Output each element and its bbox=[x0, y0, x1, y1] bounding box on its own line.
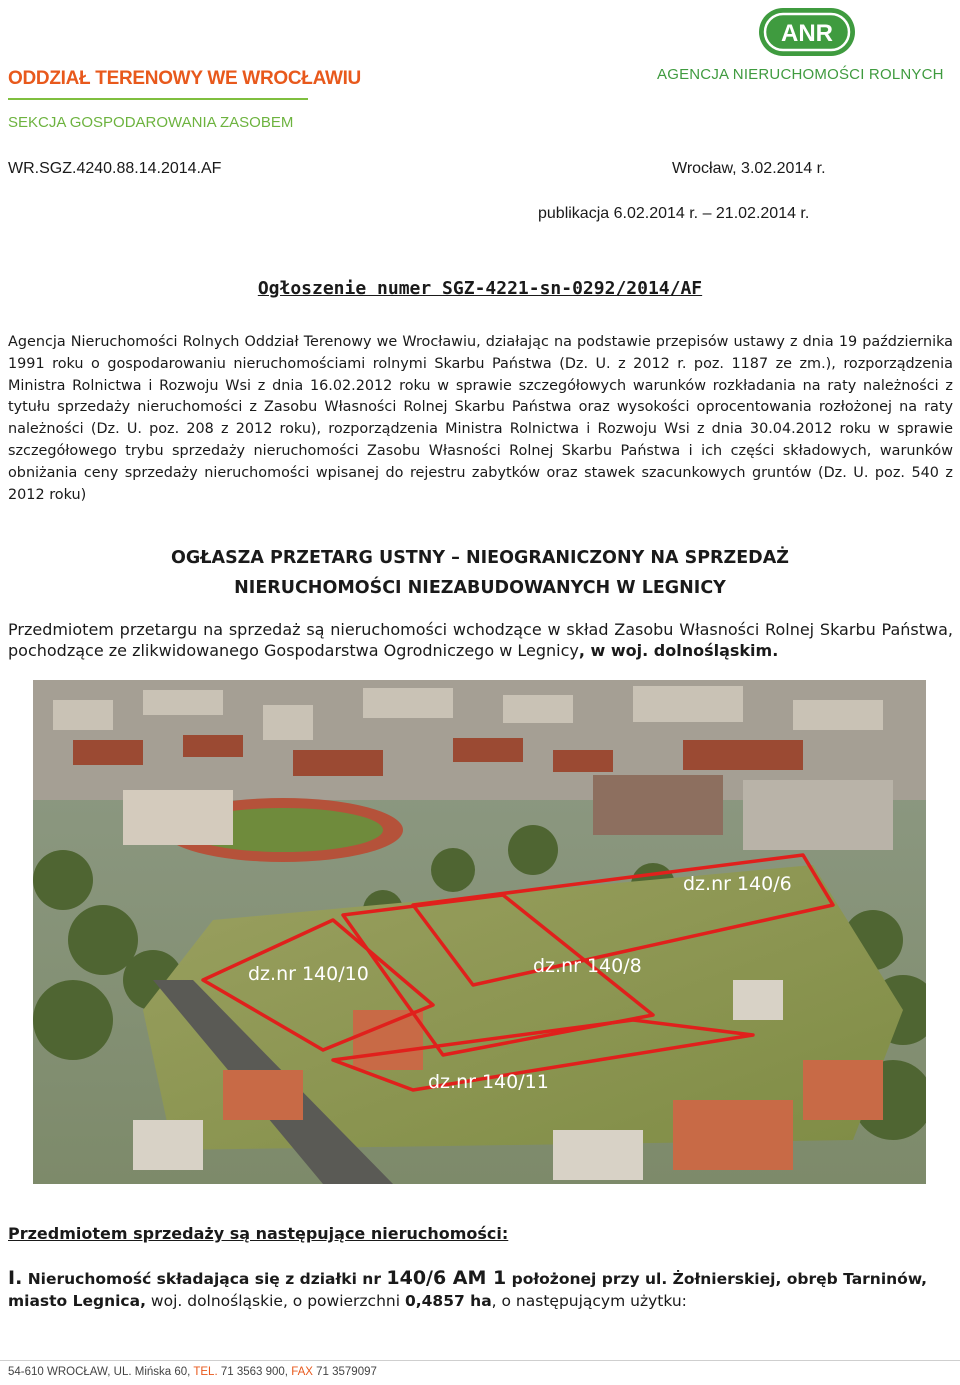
item-location: położonej przy ul. Żołnierskiej, obręb Tarninów, miasto Legnica, bbox=[8, 1270, 928, 1310]
agency-name: AGENCJA NIERUCHOMOŚCI ROLNYCH bbox=[657, 66, 944, 83]
place-date: Wrocław, 3.02.2014 r. bbox=[672, 160, 826, 177]
intro-paragraph bbox=[8, 619, 953, 661]
org-title: ODDZIAŁ TERENOWY WE WROCŁAWIU bbox=[8, 68, 361, 89]
label-parcel-140-11: dz.nr 140/11 bbox=[428, 1071, 549, 1093]
publication-period: publikacja 6.02.2014 r. – 21.02.2014 r. bbox=[538, 205, 810, 222]
subject-heading: Przedmiotem sprzedaży są następujące nieruchomości: bbox=[8, 1224, 509, 1243]
anr-logo bbox=[757, 6, 857, 58]
org-section: SEKCJA GOSPODAROWANIA ZASOBEM bbox=[8, 114, 294, 131]
divider bbox=[8, 98, 308, 100]
intro-bold: , w woj. dolnośląskim. bbox=[578, 641, 779, 660]
aerial-photo bbox=[33, 680, 926, 1184]
footer-contact bbox=[8, 1366, 377, 1378]
item-area: 0,4857 ha bbox=[404, 1292, 492, 1310]
reference-number: WR.SGZ.4240.88.14.2014.AF bbox=[8, 160, 222, 177]
footer-tel-label: TEL. bbox=[190, 1366, 218, 1378]
headline-line-1: OGŁASZA PRZETARG USTNY – NIEOGRANICZONY NA SPRZEDAŻ bbox=[171, 548, 789, 568]
headline-line-2: NIERUCHOMOŚCI NIEZABUDOWANYCH W LEGNICY bbox=[234, 578, 726, 598]
announcement-title: Ogłoszenie numer SGZ-4221-sn-0292/2014/AF bbox=[257, 278, 703, 299]
logo-text: ANR bbox=[781, 20, 833, 47]
footer-address: 54-610 WROCŁAW, UL. Mińska 60, bbox=[8, 1366, 191, 1378]
headline bbox=[0, 543, 960, 603]
property-item-1 bbox=[8, 1267, 955, 1312]
footer-fax: 71 3579097 bbox=[312, 1366, 377, 1378]
intro-text: Przedmiotem przetargu na sprzedaż są nieruchomości wchodzące w skład Zasobu Własności Rolnej Skarbu Państwa, pochodzące ze zlikwidowanego Gospodarstwa Ogrodniczego w Legnicy bbox=[8, 620, 953, 660]
footer-tel: 71 3563 900, bbox=[217, 1366, 288, 1378]
footer-fax-label: FAX bbox=[288, 1366, 313, 1378]
label-parcel-140-8: dz.nr 140/8 bbox=[533, 955, 642, 977]
label-parcel-140-10: dz.nr 140/10 bbox=[248, 963, 369, 985]
footer-divider bbox=[0, 1360, 960, 1361]
item-roman: I. bbox=[8, 1267, 23, 1289]
item-end: , o następującym użytku: bbox=[491, 1292, 687, 1310]
parcel-number: 140/6 AM 1 bbox=[386, 1267, 507, 1289]
item-rest: woj. dolnośląskie, o powierzchni bbox=[145, 1292, 405, 1310]
label-parcel-140-6: dz.nr 140/6 bbox=[683, 873, 792, 895]
legal-basis: Agencja Nieruchomości Rolnych Oddział Terenowy we Wrocławiu, działając na podstawie przepisów ustawy z dnia 19 października 1991 roku o gospodarowaniu nieruchomościami rolnymi Skarbu Państwa (Dz. U. z 2012 r. poz. 1187 ze zm.), rozporządzenia Ministra Rolnictwa i Rozwoju Wsi z dnia 16.02.2012 roku w sprawie szczegółowych warunków rozkładania na raty należności z tytułu sprzedaży nieruchomości z Zasobu Własności Rolnej Skarbu Państwa oraz wysokości oprocentowania rozłożonej na raty należności (Dz. U. poz. 208 z 2012 roku), rozporządzenia Ministra Rolnictwa i Rozwoju Wsi z dnia 30.04.2012 roku w sprawie szczegółowego trybu sprzedaży nieruchomości Zasobu Własności Rolnej Skarbu Państwa i ich części składowych, warunków obniżania ceny sprzedaży nieruchomości wpisanej do rejestru zabytków oraz stawek szacunkowych gruntów (Dz. U. poz. 540 z 2012 roku) bbox=[8, 334, 953, 503]
item-lead: Nieruchomość składająca się z działki nr bbox=[22, 1270, 387, 1288]
